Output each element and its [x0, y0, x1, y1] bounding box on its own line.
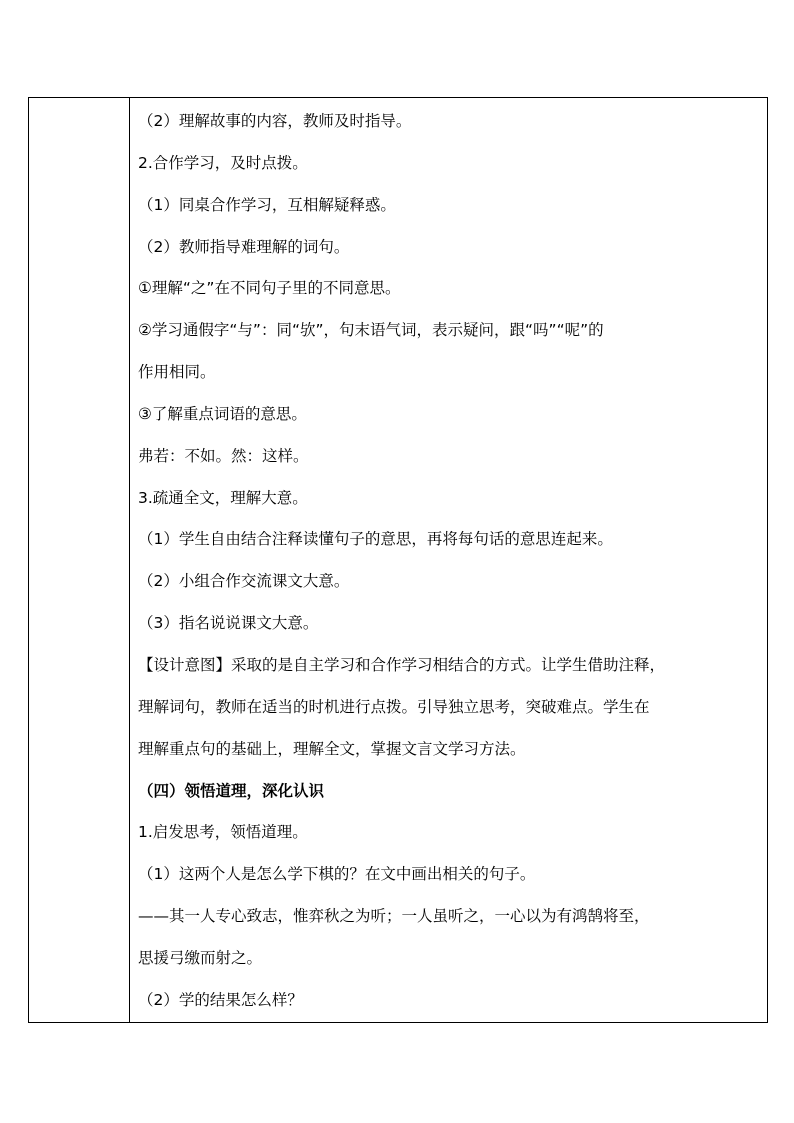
text-line: （2）学的结果怎么样？: [138, 990, 303, 1009]
text-line: 1.启发思考，领悟道理。: [138, 823, 308, 842]
text-line: 作用相同。: [138, 363, 216, 382]
text-line: （3）指名说说课文大意。: [138, 614, 319, 633]
text-line: （1）这两个人是怎么学下棋的？在文中画出相关的句子。: [138, 865, 536, 884]
text-line: ③了解重点词语的意思。: [138, 404, 307, 423]
text-line: ①理解“之”在不同句子里的不同意思。: [138, 279, 401, 298]
text-line: 3.疏通全文，理解大意。: [138, 488, 308, 507]
section-heading: （四）领悟道理，深化认识: [138, 781, 325, 800]
text-line: ——其一人专心致志，惟弈秋之为听；一人虽听之，一心以为有鸿鹄将至，: [138, 907, 650, 926]
text-line: 弗若：不如。然：这样。: [138, 446, 309, 465]
table-row: [29, 98, 768, 1023]
left-column-cell: [29, 98, 130, 1023]
text-line: （2）教师指导难理解的词句。: [138, 237, 350, 256]
text-line: ②学习通假字“与”：同“欤”，句末语气词，表示疑问，跟“吗”“呢”的: [138, 321, 604, 340]
text-line: 理解词句，教师在适当的时机进行点拨。引导独立思考，突破难点。学生在: [138, 697, 650, 716]
text-line: 【设计意图】采取的是自主学习和合作学习相结合的方式。让学生借助注释，: [138, 655, 666, 674]
text-line: （2）理解故事的内容，教师及时指导。: [138, 112, 412, 130]
content-text-block: [130, 98, 767, 1022]
text-line: 思援弓缴而射之。: [138, 948, 263, 967]
content-cell: [130, 98, 768, 1023]
text-line: 理解重点句的基础上，理解全文，掌握文言文学习方法。: [138, 739, 526, 758]
text-line: 2.合作学习，及时点拨。: [138, 153, 308, 172]
lesson-plan-table: [28, 97, 768, 1023]
text-line: （1）学生自由结合注释读懂句子的意思，再将每句话的意思连起来。: [138, 530, 613, 549]
text-line: （2）小组合作交流课文大意。: [138, 572, 350, 591]
text-line: （1）同桌合作学习，互相解疑释惑。: [138, 195, 396, 214]
